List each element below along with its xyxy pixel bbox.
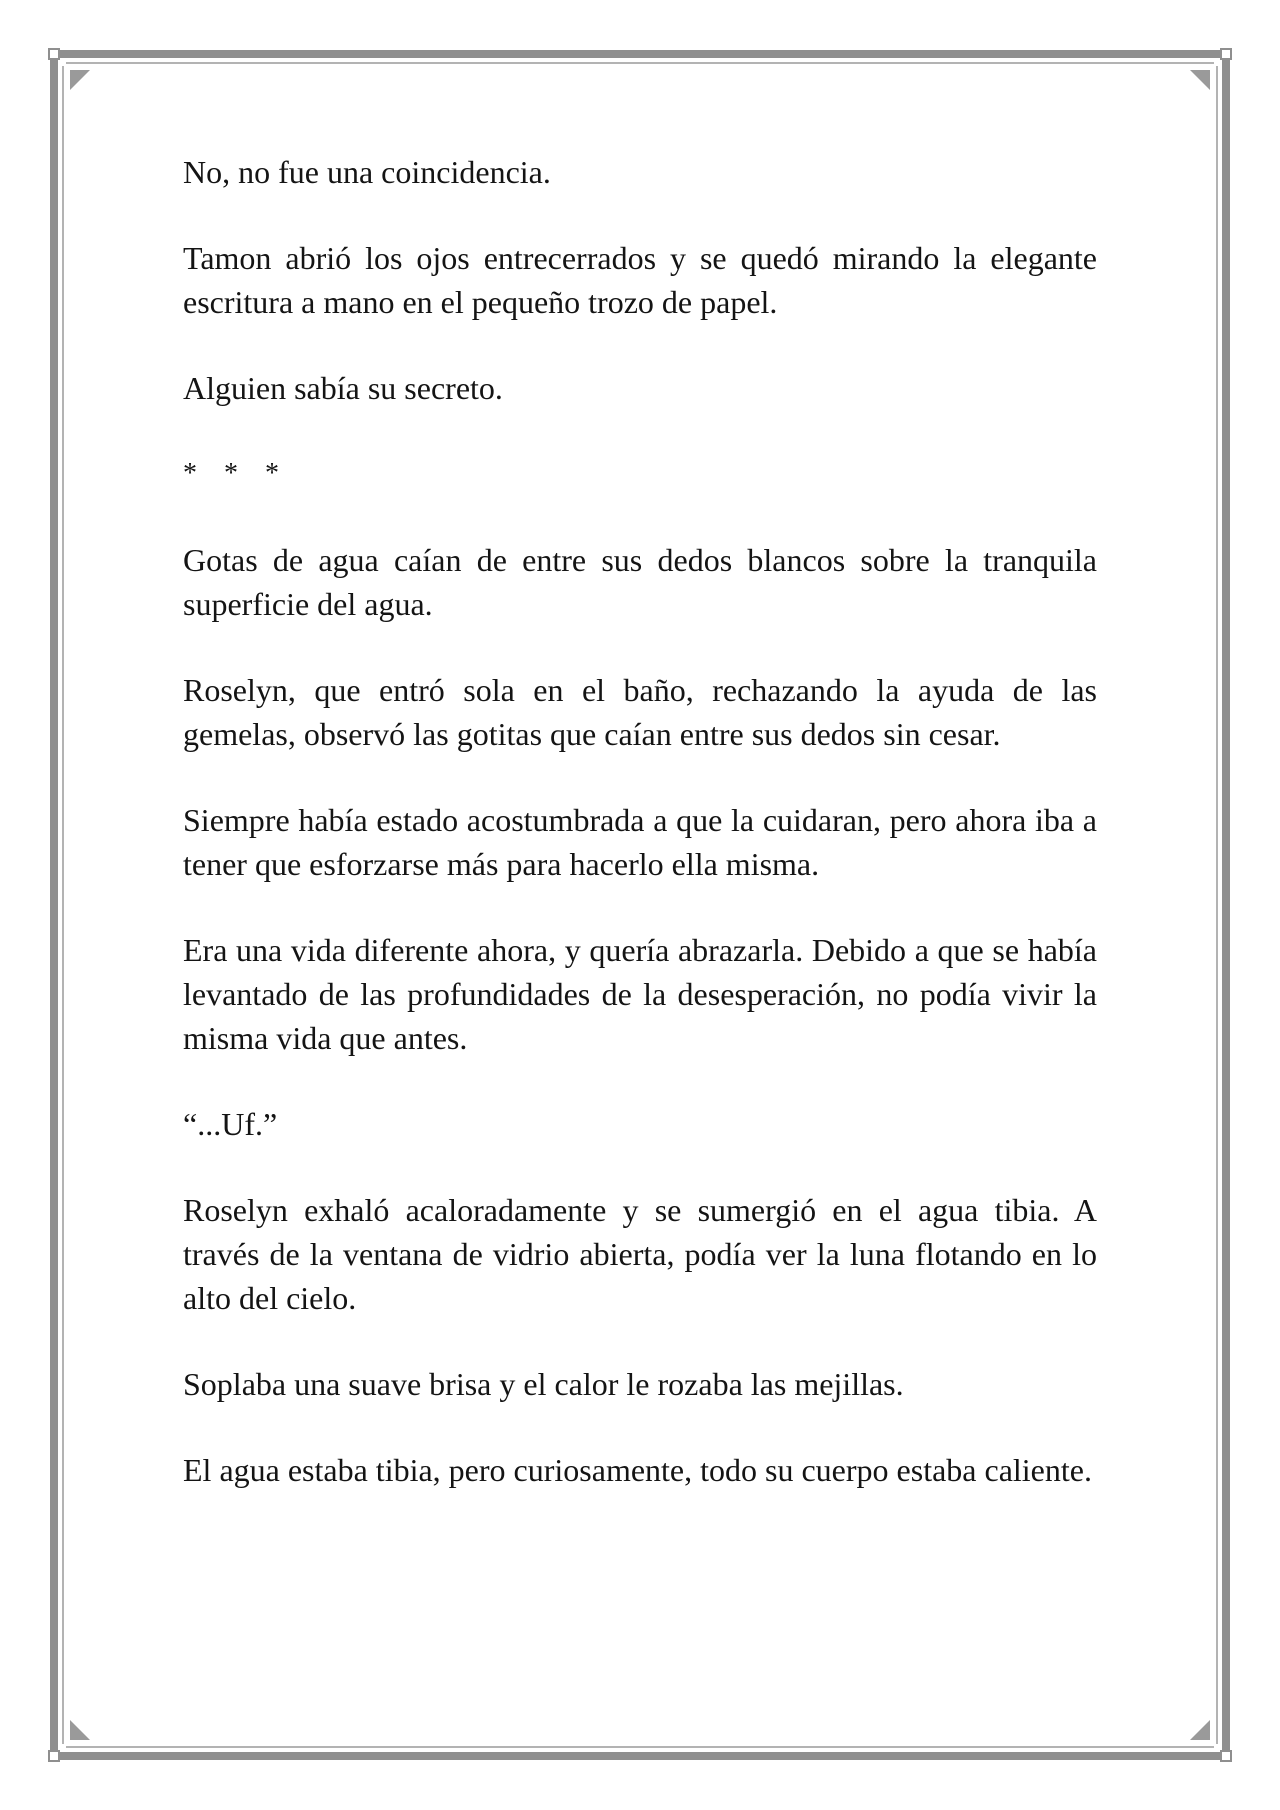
scene-break: * * * (183, 458, 289, 489)
paragraph: Siempre había estado acostumbrada a que la cuidaran, pero ahora iba a tener que esforzarse más para hacerlo ella misma. (183, 802, 1097, 882)
paragraph: El agua estaba tibia, pero curiosamente, todo su cuerpo estaba caliente. (183, 1452, 1092, 1488)
dialogue-line: “...Uf.” (183, 1106, 278, 1142)
page-frame-top (58, 50, 1222, 58)
paragraph: Roselyn, que entró sola en el baño, rechazando la ayuda de las gemelas, observó las gotitas que caían entre sus dedos sin cesar. (183, 672, 1097, 752)
paragraph: Era una vida diferente ahora, y quería abrazarla. Debido a que se había levantado de las profundidades de la desesperación, no podía vivir la misma vida que antes. (183, 932, 1097, 1056)
corner-triangle-top-left (70, 70, 90, 90)
page-frame-inner-left (62, 66, 64, 1744)
corner-triangle-top-right (1190, 70, 1210, 90)
paragraph: Roselyn exhaló acaloradamente y se sumergió en el agua tibia. A través de la ventana de vidrio abierta, podía ver la luna flotando en lo alto del cielo. (183, 1192, 1097, 1316)
corner-ornament-top-right (1220, 48, 1232, 60)
page-frame-right (1222, 58, 1230, 1752)
paragraph: Tamon abrió los ojos entrecerrados y se quedó mirando la elegante escritura a mano en el pequeño trozo de papel. (183, 240, 1097, 320)
corner-ornament-top-left (48, 48, 60, 60)
paragraph: Alguien sabía su secreto. (183, 370, 503, 406)
page-frame-bottom (58, 1752, 1222, 1760)
corner-triangle-bottom-right (1190, 1720, 1210, 1740)
page-body (183, 150, 1097, 1534)
paragraph: Soplaba una suave brisa y el calor le rozaba las mejillas. (183, 1366, 904, 1402)
page-frame-inner-bottom (66, 1746, 1214, 1748)
page-frame-inner-top (66, 62, 1214, 64)
page-frame-left (50, 58, 58, 1752)
corner-ornament-bottom-left (48, 1750, 60, 1762)
page-frame-inner-right (1216, 66, 1218, 1744)
corner-ornament-bottom-right (1220, 1750, 1232, 1762)
corner-triangle-bottom-left (70, 1720, 90, 1740)
paragraph: Gotas de agua caían de entre sus dedos blancos sobre la tranquila superficie del agua. (183, 542, 1097, 622)
paragraph: No, no fue una coincidencia. (183, 154, 551, 190)
